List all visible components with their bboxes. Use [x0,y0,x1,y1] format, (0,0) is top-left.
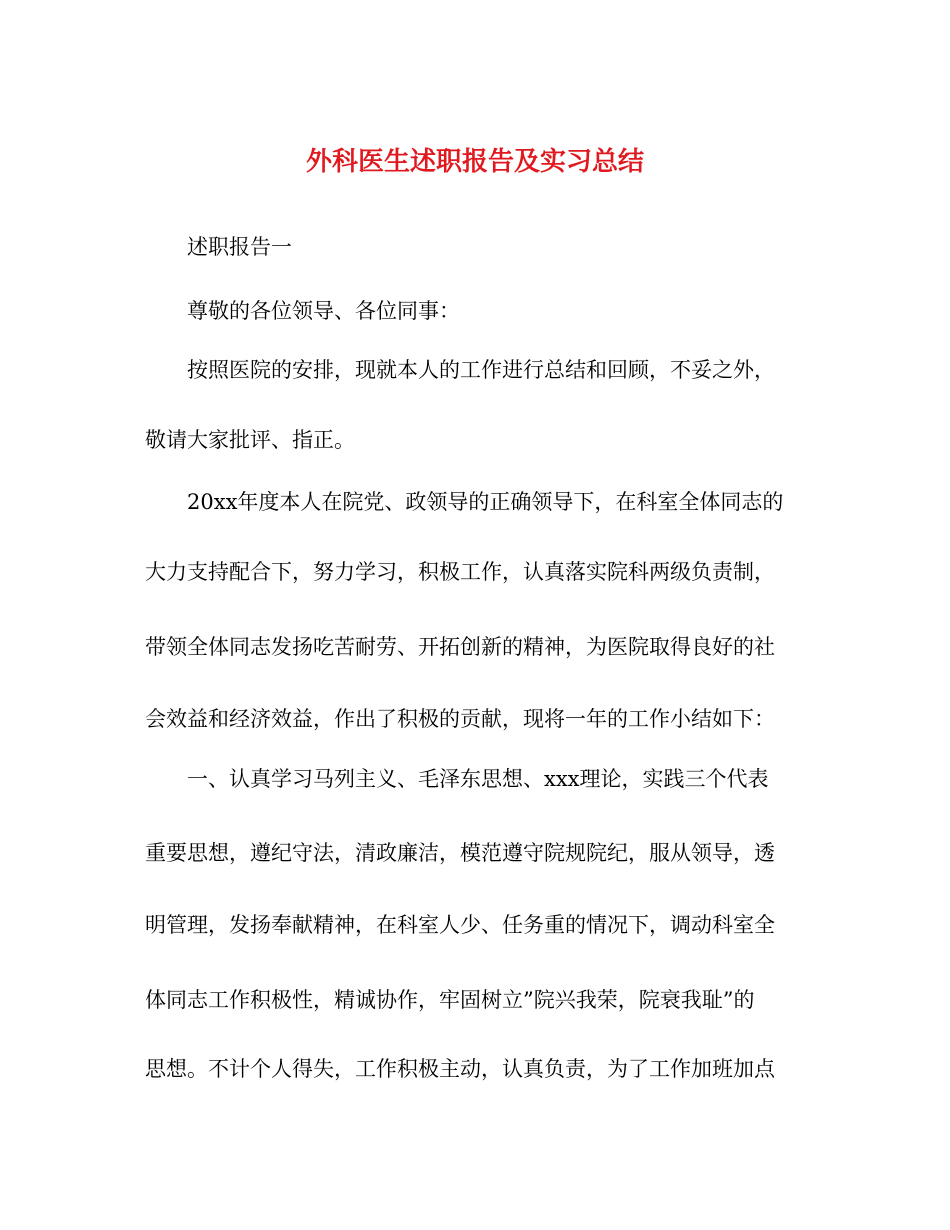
paragraph-line: 按照医院的安排，现就本人的工作进行总结和回顾，不妥之外， [187,358,775,382]
salutation: 尊敬的各位领导、各位同事： [187,299,460,323]
section-heading: 述职报告一 [187,235,292,259]
document-title: 外科医生述职报告及实习总结 [305,147,644,177]
paragraph-line: 大力支持配合下，努力学习，积极工作，认真落实院科两级负责制， [145,560,775,584]
paragraph-line: 思想。不计个人得失，工作积极主动，认真负责，为了工作加班加点 [145,1057,775,1081]
paragraph-line: 重要思想，遵纪守法，清政廉洁，模范遵守院规院纪，服从领导，透 [145,841,775,865]
paragraph-line: 带领全体同志发扬吃苦耐劳、开拓创新的精神，为医院取得良好的社 [145,635,775,659]
paragraph-line: 一、认真学习马列主义、毛泽东思想、xxx理论，实践三个代表 [187,767,769,791]
paragraph-line: 明管理，发扬奉献精神，在科室人少、任务重的情况下，调动科室全 [145,913,775,937]
paragraph-line: 会效益和经济效益，作出了积极的贡献，现将一年的工作小结如下： [145,707,775,731]
paragraph-line: 体同志工作积极性，精诚协作，牢固树立”院兴我荣，院衰我耻”的 [145,988,755,1012]
paragraph-line: 敬请大家批评、指正。 [145,428,355,452]
paragraph-line: 20xx年度本人在院党、政领导的正确领导下，在科室全体同志的 [187,490,784,514]
